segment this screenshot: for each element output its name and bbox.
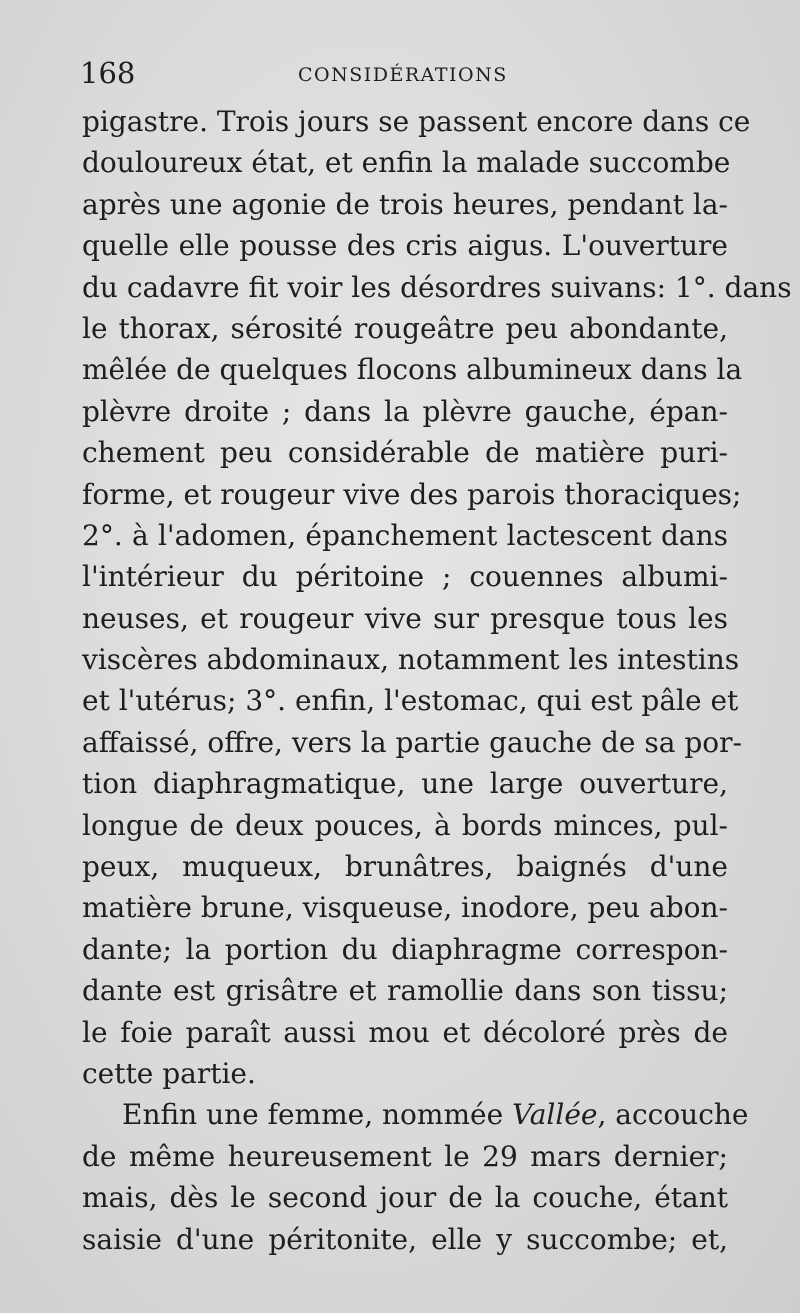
text-line: le thorax, sérosité rougeâtre peu abondante, xyxy=(82,311,728,345)
running-head: CONSIDÉRATIONS xyxy=(298,64,508,86)
text-line: viscères abdominaux, notamment les intestins xyxy=(82,643,740,677)
text-line: cette partie. xyxy=(82,1056,256,1090)
text-line: peux, muqueux, brunâtres, baignés d'une xyxy=(82,850,728,884)
text-line: dante; la portion du diaphragme correspon- xyxy=(82,932,728,966)
paragraph-1 xyxy=(82,101,792,1094)
text-line: le foie paraît aussi mou et décoloré près de xyxy=(82,1015,728,1049)
text-line: plèvre droite ; dans la plèvre gauche, épan- xyxy=(82,394,728,428)
text-line: chement peu considérable de matière puri- xyxy=(82,436,728,470)
text-line: dante est grisâtre et ramollie dans son tissu; xyxy=(82,974,728,1008)
text-line: 2°. à l'adomen, épanchement lactescent dans xyxy=(82,518,728,552)
text-segment: Enfin une femme, nommée xyxy=(122,1098,513,1132)
text-line: mêlée de quelques flocons albumineux dans la xyxy=(82,353,743,387)
person-name: Vallée xyxy=(512,1098,598,1132)
text-line: de même heureusement le 29 mars dernier; xyxy=(82,1139,728,1173)
text-line: neuses, et rougeur vive sur presque tous les xyxy=(82,601,728,635)
text-line: après une agonie de trois heures, pendant la- xyxy=(82,187,728,221)
text-line: tion diaphragmatique, une large ouverture, xyxy=(82,767,728,801)
text-line: l'intérieur du péritoine ; couennes albumi- xyxy=(82,560,728,594)
text-segment: , accouche xyxy=(597,1098,749,1132)
text-line: du cadavre fit voir les désordres suivans: 1°. dans xyxy=(82,270,792,304)
text-line: et l'utérus; 3°. enfin, l'estomac, qui est pâle et xyxy=(82,684,739,718)
text-line: pigastre. Trois jours se passent encore dans ce xyxy=(82,105,751,138)
text-line: longue de deux pouces, à bords minces, pul- xyxy=(82,808,728,842)
text-line xyxy=(82,1094,749,1135)
page-number: 168 xyxy=(80,56,136,90)
body-text xyxy=(82,101,792,1260)
text-line: saisie d'une péritonite, elle y succombe; et, xyxy=(82,1222,728,1256)
page-header xyxy=(80,56,720,96)
text-line: quelle elle pousse des cris aigus. L'ouverture xyxy=(82,229,728,263)
text-line: affaissé, offre, vers la partie gauche de sa por- xyxy=(82,725,742,759)
text-line: douloureux état, et enfin la malade succombe xyxy=(82,146,731,180)
paragraph-2 xyxy=(82,1094,749,1260)
text-line: mais, dès le second jour de la couche, étant xyxy=(82,1181,728,1215)
text-line: forme, et rougeur vive des parois thoraciques; xyxy=(82,477,742,511)
text-line: matière brune, visqueuse, inodore, peu abon- xyxy=(82,891,728,925)
